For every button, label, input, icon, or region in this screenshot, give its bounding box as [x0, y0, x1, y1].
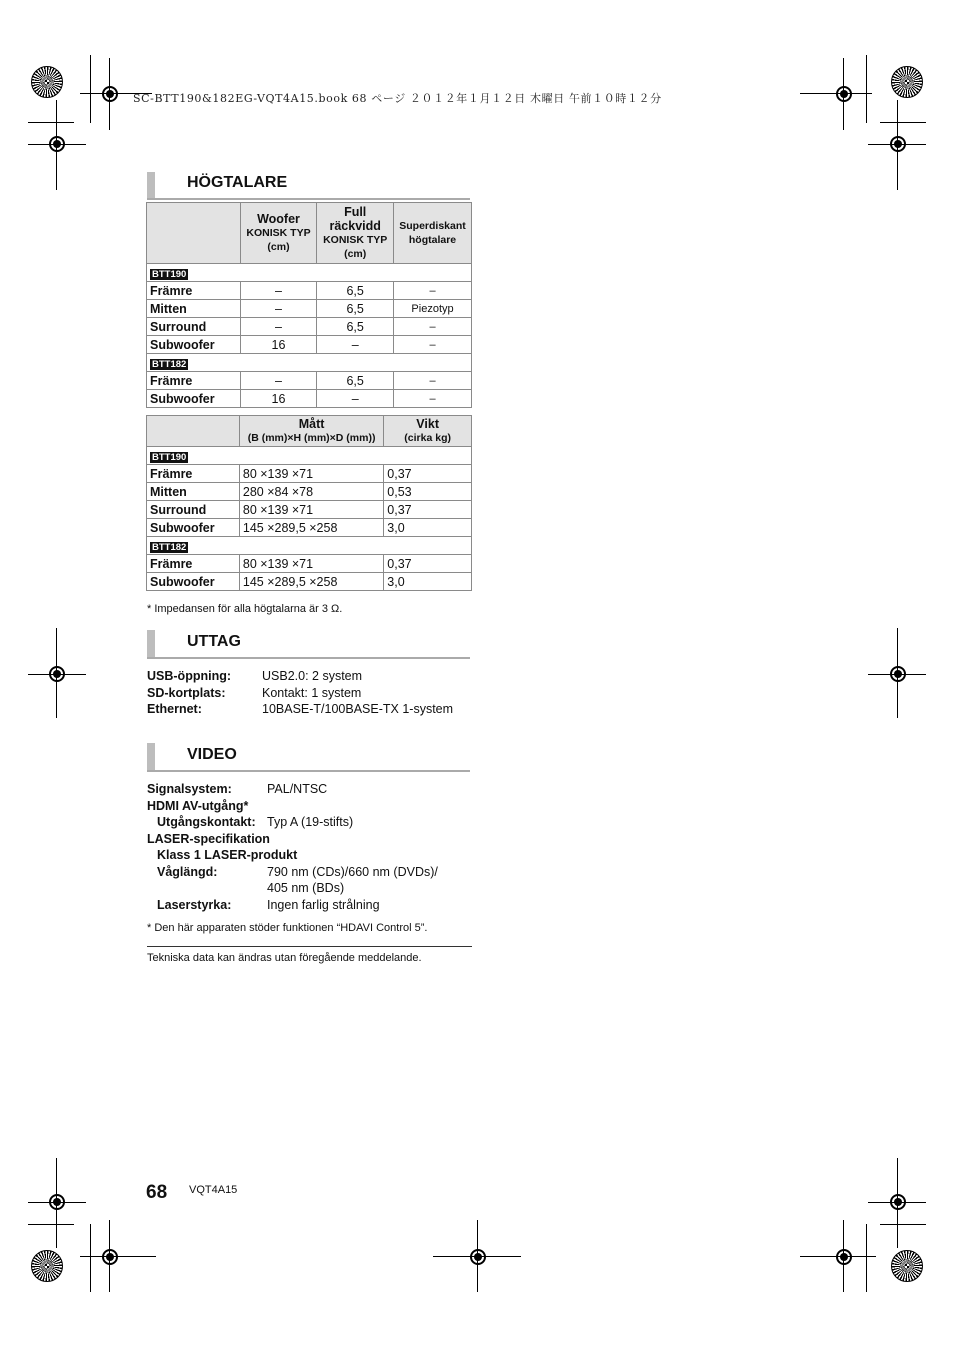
dimensions-cell: 80 ×139 ×71 — [239, 555, 383, 573]
speaker-type-table — [146, 202, 472, 408]
woofer-cell: – — [240, 282, 317, 300]
model-badge: BTT182 — [152, 541, 187, 553]
weight-cell: 3,0 — [384, 519, 472, 537]
header-text: Mått — [298, 417, 325, 431]
spec-key: SD-kortplats: — [147, 685, 226, 700]
footnote-impedance: * Impedansen för alla högtalarna är 3 Ω. — [147, 603, 343, 615]
table-row — [147, 465, 472, 483]
registration-star-icon — [31, 66, 63, 98]
spec-row — [147, 847, 438, 864]
model-cell — [147, 264, 472, 282]
row-label: Subwoofer — [147, 390, 241, 408]
full-range-cell: 6,5 — [317, 372, 394, 390]
spec-key: HDMI AV-utgång* — [147, 798, 249, 813]
dimensions-cell: 145 ×289,5 ×258 — [239, 519, 383, 537]
spec-key: Utgångskontakt: — [157, 815, 256, 829]
spec-row — [147, 798, 438, 815]
weight-cell: 0,37 — [384, 555, 472, 573]
col-header-weight — [384, 416, 472, 447]
col-header-tweeter — [394, 203, 472, 264]
header-text: räckvidd — [329, 219, 381, 233]
dimensions-cell: 80 ×139 ×71 — [239, 465, 383, 483]
header-text: (cm) — [267, 241, 290, 253]
header-text: Vikt — [416, 417, 439, 431]
col-header-full-range — [317, 203, 394, 264]
spec-row — [147, 864, 438, 897]
dimensions-cell: 145 ×289,5 ×258 — [239, 573, 383, 591]
model-badge: BTT190 — [152, 268, 187, 280]
table-row — [147, 555, 472, 573]
crosshair-icon — [836, 86, 852, 102]
tweeter-cell: – — [394, 282, 472, 300]
page-number: 68 — [146, 1182, 168, 1203]
spec-key: Våglängd: — [157, 864, 218, 879]
page-code: VQT4A15 — [189, 1184, 238, 1196]
spec-value: Ingen farlig strålning — [267, 897, 380, 912]
table-row — [147, 282, 472, 300]
header-text: (cirka kg) — [404, 432, 451, 444]
section-marker — [147, 630, 155, 658]
notice-text: Tekniska data kan ändras utan föregående meddelande. — [147, 952, 422, 964]
weight-cell: 3,0 — [384, 573, 472, 591]
woofer-cell: 16 — [240, 390, 317, 408]
row-label: Surround — [147, 501, 240, 519]
section-title-video: VIDEO — [187, 746, 237, 763]
uttag-list — [147, 668, 453, 718]
full-range-cell: 6,5 — [317, 300, 394, 318]
section-underline — [147, 770, 470, 772]
row-label: Mitten — [147, 483, 240, 501]
spec-row — [147, 685, 453, 702]
table-row — [147, 573, 472, 591]
model-row — [147, 264, 472, 282]
spec-value: 790 nm (CDs)/660 nm (DVDs)/ — [267, 864, 438, 879]
weight-cell: 0,37 — [384, 465, 472, 483]
corner-cell — [147, 203, 241, 264]
row-label: Subwoofer — [147, 336, 241, 354]
header-text: Woofer — [257, 212, 300, 226]
registration-star-icon — [31, 1250, 63, 1282]
spec-key: USB-öppning: — [147, 669, 232, 683]
weight-cell: 0,37 — [384, 501, 472, 519]
full-range-cell: – — [317, 390, 394, 408]
divider — [147, 946, 472, 947]
spec-value: USB2.0: 2 system — [262, 669, 363, 683]
registration-star-icon — [891, 1250, 923, 1282]
tweeter-cell: Piezotyp — [394, 300, 472, 318]
col-header-woofer — [240, 203, 317, 264]
model-row — [147, 354, 472, 372]
full-range-cell: 6,5 — [317, 282, 394, 300]
model-row — [147, 447, 472, 465]
table-row — [147, 519, 472, 537]
spec-value: Kontakt: 1 system — [262, 685, 362, 700]
model-row — [147, 537, 472, 555]
video-list — [147, 781, 438, 913]
row-label: Subwoofer — [147, 519, 240, 537]
registration-star-icon — [891, 66, 923, 98]
model-cell — [147, 537, 472, 555]
table-row — [147, 501, 472, 519]
spec-value: 405 nm (BDs) — [267, 881, 345, 895]
tweeter-cell: – — [394, 390, 472, 408]
crosshair-icon — [102, 1249, 118, 1265]
row-label: Surround — [147, 318, 241, 336]
table-row — [147, 318, 472, 336]
woofer-cell: – — [240, 318, 317, 336]
header-text: (cm) — [344, 248, 367, 260]
speaker-dimensions-table — [146, 415, 472, 591]
spec-row — [147, 897, 438, 914]
spec-key: Klass 1 LASER-produkt — [157, 848, 298, 862]
spec-row — [147, 781, 438, 798]
table-row — [147, 300, 472, 318]
row-label: Främre — [147, 282, 241, 300]
full-range-cell: 6,5 — [317, 318, 394, 336]
header-text: KONISK TYP — [323, 234, 388, 246]
spec-row — [147, 701, 453, 718]
section-underline — [147, 198, 470, 200]
spec-key: Ethernet: — [147, 702, 202, 716]
footnote-hdavi: * Den här apparaten stöder funktionen “HDAVI Control 5”. — [147, 922, 428, 934]
spec-row — [147, 814, 438, 831]
spec-value: Typ A (19-stifts) — [267, 815, 354, 829]
woofer-cell: – — [240, 300, 317, 318]
full-range-cell: – — [317, 336, 394, 354]
row-label: Främre — [147, 555, 240, 573]
row-label: Främre — [147, 465, 240, 483]
model-badge: BTT182 — [152, 358, 187, 370]
spec-value: 10BASE-T/100BASE-TX 1-system — [262, 702, 454, 716]
header-text: (B (mm)×H (mm)×D (mm)) — [247, 432, 376, 444]
tweeter-cell: – — [394, 318, 472, 336]
table-row — [147, 483, 472, 501]
section-marker — [147, 743, 155, 771]
dimensions-cell: 280 ×84 ×78 — [239, 483, 383, 501]
spec-key: Signalsystem: — [147, 782, 232, 796]
spec-value: PAL/NTSC — [267, 782, 328, 796]
row-label: Mitten — [147, 300, 241, 318]
spec-key: Laserstyrka: — [157, 897, 232, 912]
crosshair-icon — [102, 86, 118, 102]
spec-row — [147, 668, 453, 685]
crosshair-icon — [836, 1249, 852, 1265]
woofer-cell: – — [240, 372, 317, 390]
section-title-uttag: UTTAG — [187, 633, 241, 650]
tweeter-cell: – — [394, 336, 472, 354]
corner-cell — [147, 416, 240, 447]
table-row — [147, 390, 472, 408]
woofer-cell: 16 — [240, 336, 317, 354]
row-label: Subwoofer — [147, 573, 240, 591]
section-marker — [147, 172, 155, 200]
model-cell — [147, 447, 472, 465]
model-badge: BTT190 — [152, 451, 187, 463]
table-row — [147, 372, 472, 390]
print-header: SC-BTT190&182EG-VQT4A15.book 68 ページ ２０１２年１月１２日 木曜日 午前１０時１２分 — [133, 92, 662, 105]
section-underline — [147, 657, 470, 659]
table-row — [147, 336, 472, 354]
header-text: Full — [344, 205, 367, 219]
crosshair-icon — [470, 1249, 486, 1265]
spec-row — [147, 831, 438, 848]
col-header-dimensions — [239, 416, 383, 447]
weight-cell: 0,53 — [384, 483, 472, 501]
tweeter-cell: – — [394, 372, 472, 390]
spec-key: LASER-specifikation — [147, 831, 270, 846]
row-label: Främre — [147, 372, 241, 390]
header-text: KONISK TYP — [246, 227, 311, 239]
model-cell — [147, 354, 472, 372]
dimensions-cell: 80 ×139 ×71 — [239, 501, 383, 519]
header-text: högtalare — [408, 234, 457, 246]
section-title-hogtalare: HÖGTALARE — [187, 174, 288, 191]
header-text: Superdiskant — [399, 220, 466, 232]
